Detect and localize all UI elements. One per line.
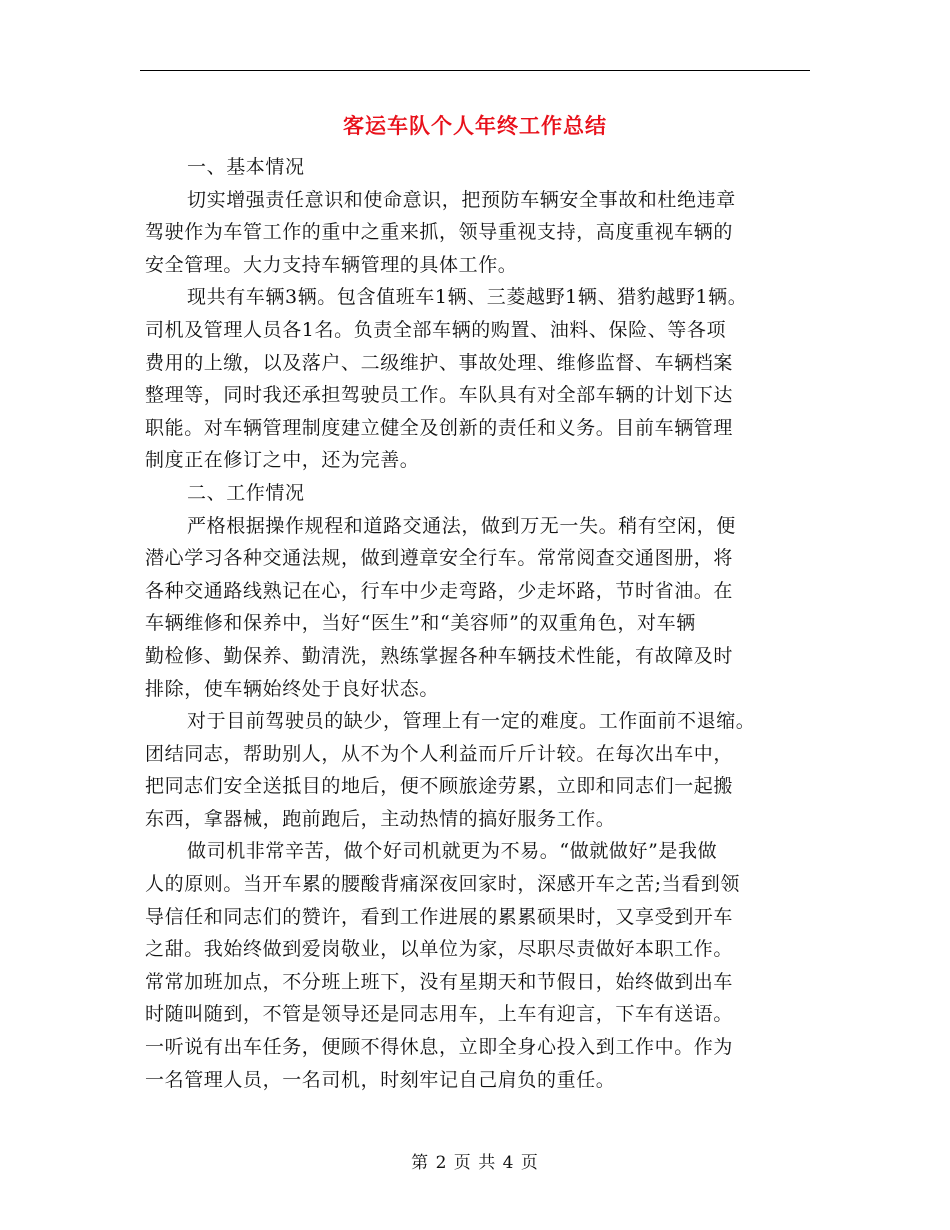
text-line: 司机及管理人员各1名。负责全部车辆的购置、油料、保险、等各项 [145,318,727,341]
text-line: 各种交通路线熟记在心，行车中少走弯路，少走坏路，节时省油。在 [145,579,734,602]
text-line: 勤检修、勤保养、勤清洗，熟练掌握各种车辆技术性能，有故障及时 [145,644,734,667]
text-line: 安全管理。大力支持车辆管理的具体工作。 [145,253,518,276]
text-line: 制度正在修订之中，还为完善。 [145,449,420,472]
document-body [145,151,815,1096]
text-line: 导信任和同志们的赞许，看到工作进展的累累硕果时，又享受到开车 [145,905,734,928]
text-line: 一听说有出车任务，便顾不得休息，立即全身心投入到工作中。作为 [145,1036,734,1059]
text-line: 把同志们安全送抵目的地后，便不顾旅途劳累，立即和同志们一起搬 [145,775,734,798]
text-line: 团结同志，帮助别人，从不为个人利益而斤斤计较。在每次出车中， [145,742,734,765]
text-line: 费用的上缴，以及落户、二级维护、事故处理、维修监督、车辆档案 [145,351,734,374]
page-footer: 第 2 页 共 4 页 [411,1153,539,1173]
text-line: 职能。对车辆管理制度建立健全及创新的责任和义务。目前车辆管理 [145,416,734,439]
header-rule [140,70,810,71]
text-line: 常常加班加点，不分班上班下，没有星期天和节假日，始终做到出车 [145,970,734,993]
text-line: 时随叫随到，不管是领导还是同志用车，上车有迎言，下车有送语。 [145,1003,734,1026]
text-line: 对于目前驾驶员的缺少，管理上有一定的难度。工作面前不退缩。 [187,710,756,733]
text-line: 排除，使车辆始终处于良好状态。 [145,677,440,700]
text-line: 之甜。我始终做到爱岗敬业，以单位为家，尽职尽责做好本职工作。 [145,938,734,961]
text-line: 东西，拿器械，跑前跑后，主动热情的搞好服务工作。 [145,807,616,830]
text-line: 现共有车辆3辆。包含值班车1辆、三菱越野1辆、猎豹越野1辆。 [187,286,748,309]
text-line: 驾驶作为车管工作的重中之重来抓，领导重视支持，高度重视车辆的 [145,221,734,244]
text-line: 人的原则。当开车累的腰酸背痛深夜回家时，深感开车之苦;当看到领 [145,873,741,896]
text-line: 一、基本情况 [187,156,305,178]
text-line: 严格根据操作规程和道路交通法，做到万无一失。稍有空闲，便 [187,514,736,537]
text-line: 一名管理人员，一名司机，时刻牢记自己肩负的重任。 [145,1068,616,1091]
text-line: 做司机非常辛苦，做个好司机就更为不易。“做就做好”是我做 [187,840,718,863]
text-line: 车辆维修和保养中，当好“医生”和“美容师”的双重角色，对车辆 [145,612,696,635]
text-line: 潜心学习各种交通法规，做到遵章安全行车。常常阅查交通图册，将 [145,547,734,570]
text-line: 切实增强责任意识和使命意识，把预防车辆安全事故和杜绝违章 [187,188,736,211]
text-line: 整理等，同时我还承担驾驶员工作。车队具有对全部车辆的计划下达 [145,384,734,407]
text-line: 二、工作情况 [187,481,305,504]
document-title: 客运车队个人年终工作总结 [343,113,607,138]
